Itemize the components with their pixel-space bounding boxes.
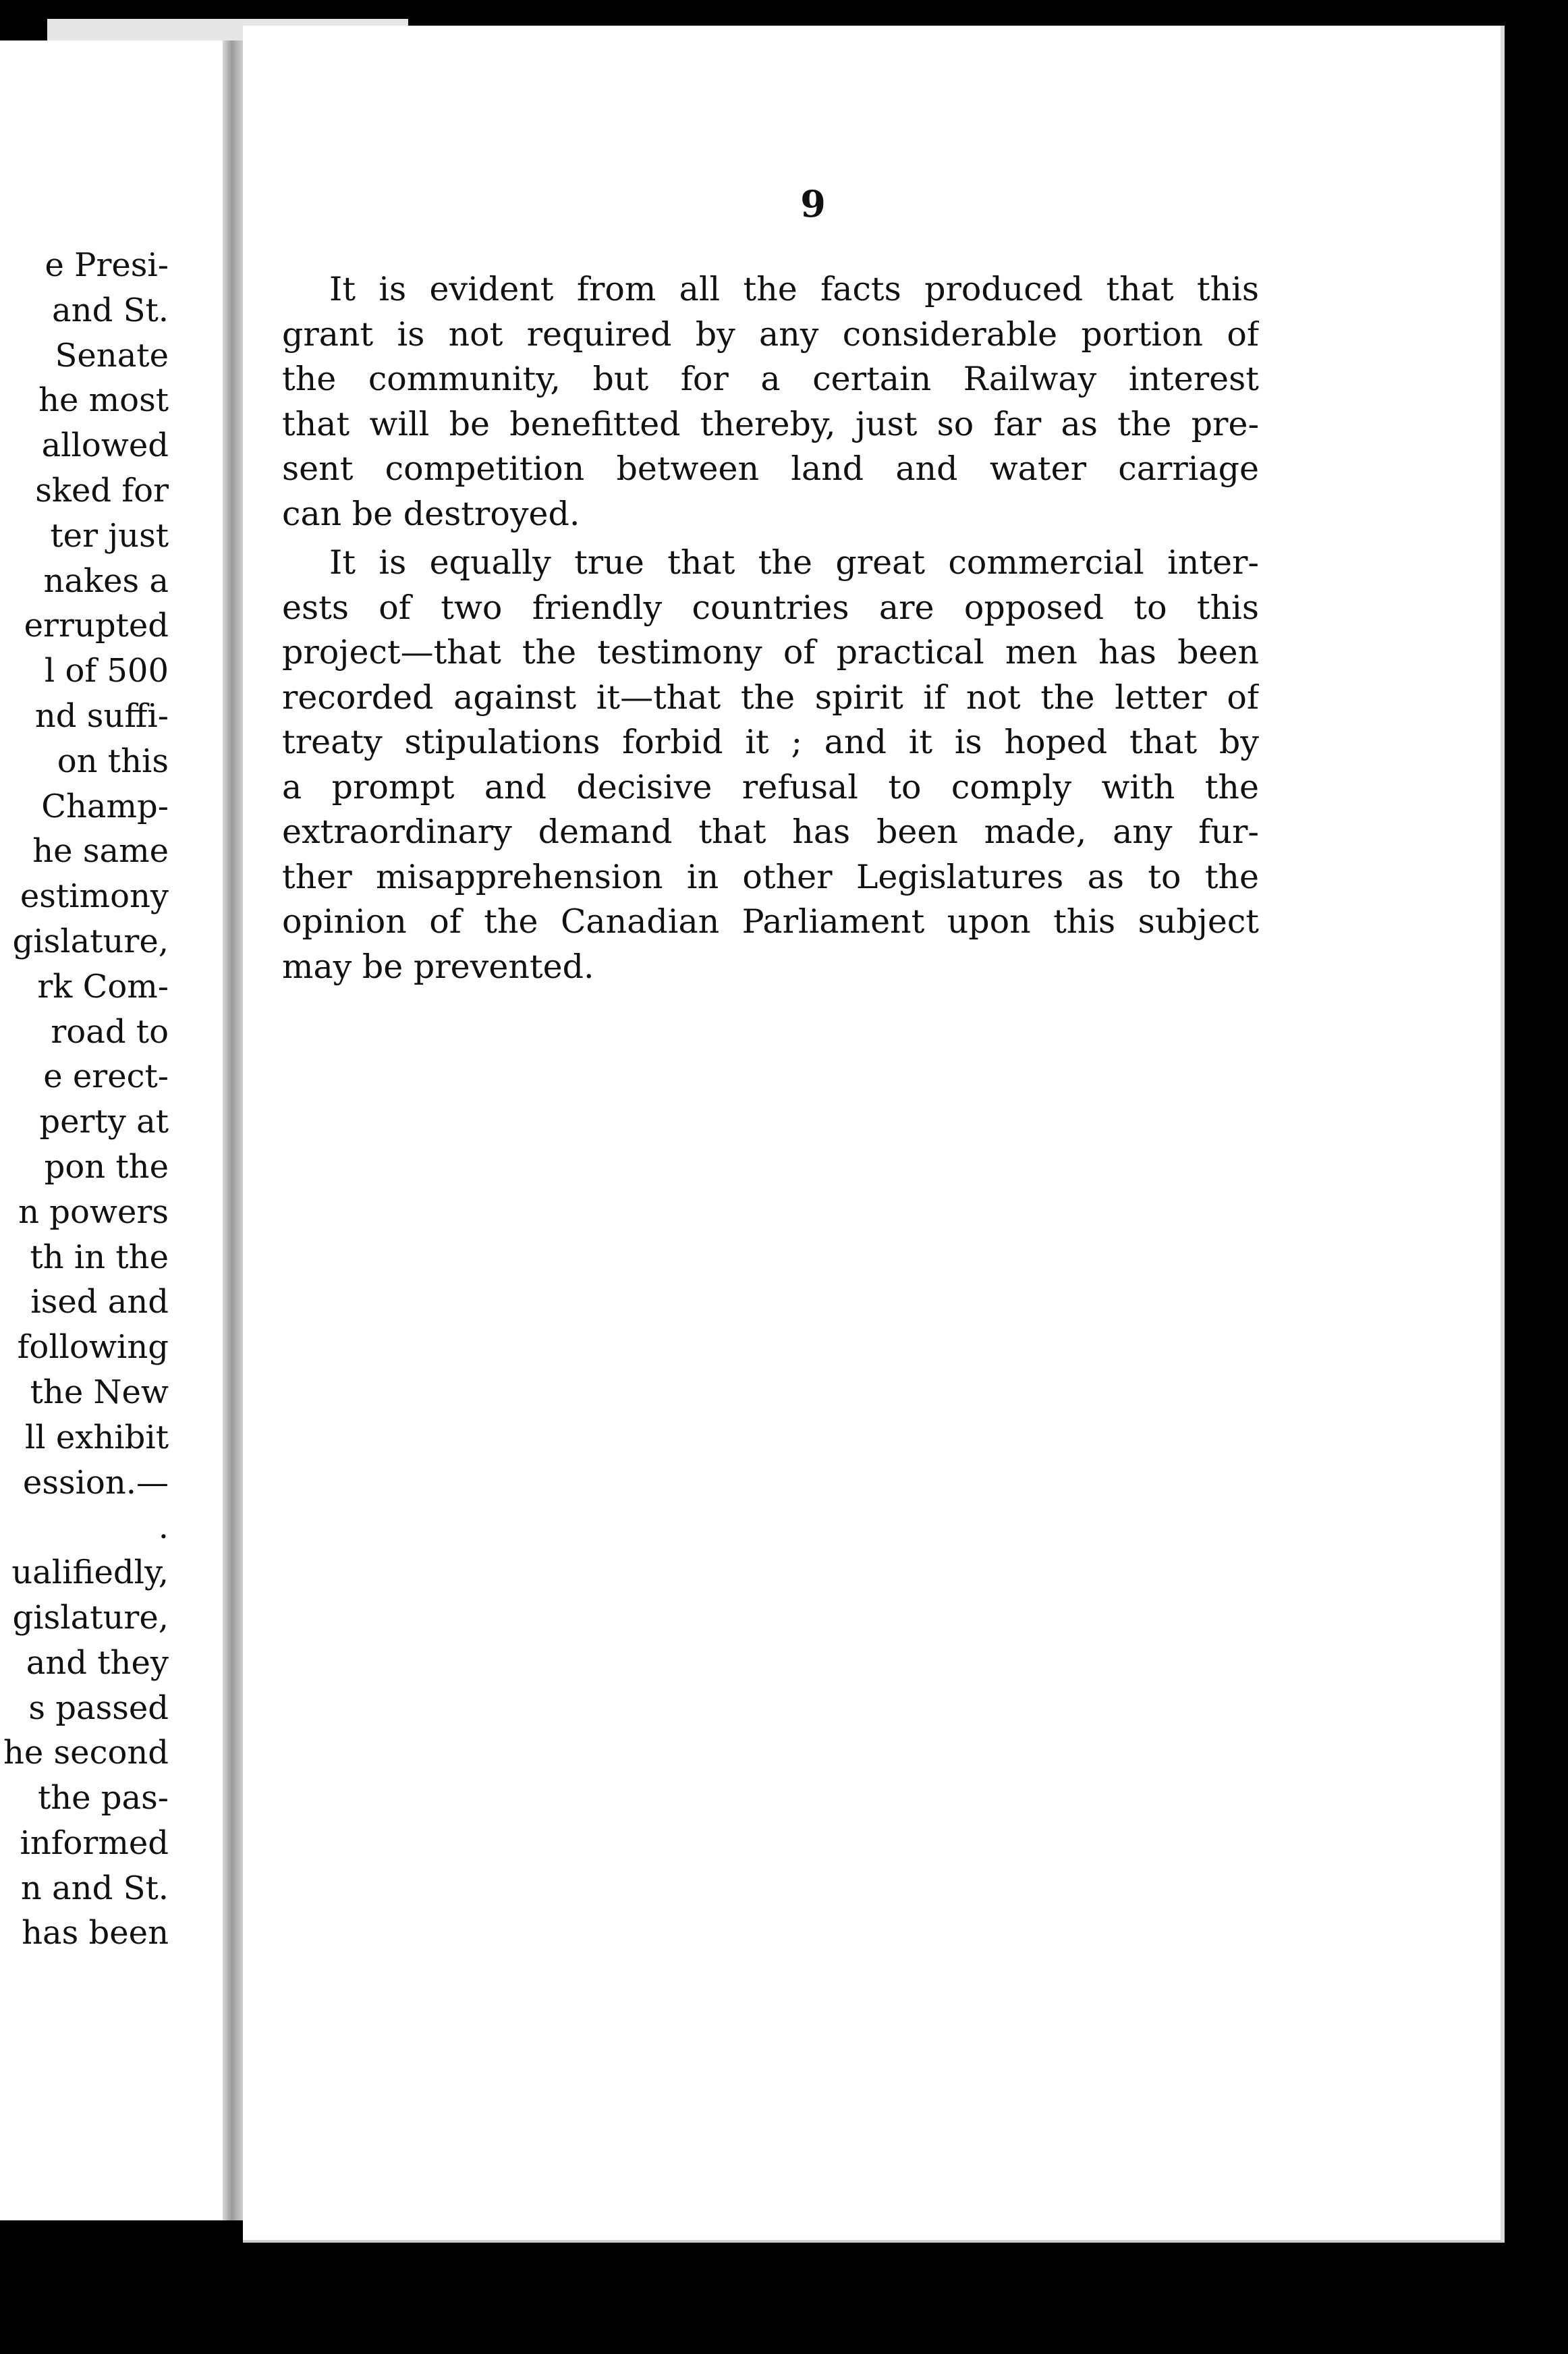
text-line: may be prevented. [282,947,594,986]
left-page-line: estimony [20,877,169,916]
left-page-line: ll exhibit [24,1418,169,1456]
left-page-line: pon the [44,1147,169,1186]
left-page-line: Senate [55,336,169,375]
page-number: 9 [800,182,826,225]
left-page-line: road to [51,1012,169,1051]
body-text [282,267,1259,993]
left-page-line: nd suffi- [34,696,169,735]
left-page-line: allowed [41,427,169,465]
left-page-line: rk Com- [37,967,169,1006]
left-page-line: . [158,1508,169,1547]
left-page-line: e erect- [43,1058,169,1096]
paragraph [282,541,1259,989]
book-spine [223,40,243,2220]
text-line: ests of two friendly countries are opposed to this [282,588,1259,627]
text-line: treaty stipulations forbid it ; and it is hoped that by [282,723,1259,761]
left-page-line: the pas- [37,1779,169,1817]
text-line: ther misapprehension in other Legislatures as to the [282,857,1259,896]
text-line: recorded against it—that the spirit if not the letter of [282,678,1259,717]
text-line: extraordinary demand that has been made, any fur- [282,813,1259,851]
left-page-line: and St. [52,291,169,329]
left-page-line: informed [20,1824,169,1862]
left-page-line: he same [32,832,169,871]
left-page-line: n and St. [20,1869,169,1907]
left-page-line: s passed [28,1689,169,1727]
left-page-line: ualifiedly, [11,1554,169,1592]
left-page-line: l of 500 [44,652,169,690]
left-page-line: he most [38,381,169,420]
left-page-line: on this [57,742,169,780]
left-page-line: Champ- [41,787,169,825]
text-line: a prompt and decisive refusal to comply with the [282,767,1259,806]
right-page [243,26,1505,2243]
left-page-line: th in the [30,1238,169,1276]
text-line: sent competition between land and water carriage [282,449,1259,488]
left-page-line: gislature, [12,1598,169,1637]
paragraph [282,267,1259,537]
text-line: grant is not required by any considerable portion of [282,314,1259,354]
left-page-line: ised and [30,1283,169,1321]
left-page-line: gislature, [12,922,169,960]
text-line: can be destroyed. [282,494,580,533]
left-page-line: sked for [35,471,169,510]
left-page-line: has been [22,1914,169,1952]
text-line: It is equally true that the great commercial inter- [329,543,1259,582]
left-page-fragment [0,40,244,2220]
left-page-line: ter just [50,516,169,555]
left-page-line: ession.— [22,1463,169,1502]
text-line: that will be benefitted thereby, just so far as the pre- [282,404,1259,443]
left-page-text [0,243,169,1956]
left-page-line: he second [3,1734,169,1772]
text-line: opinion of the Canadian Parliament upon this subject [282,902,1259,941]
left-page-line: following [17,1328,169,1367]
left-page-line: n powers [18,1193,169,1231]
left-page-line: nakes a [43,562,169,600]
text-line: the community, but for a certain Railway interest [282,360,1259,398]
left-page-line: perty at [39,1103,169,1141]
text-line: project—that the testimony of practical men has been [282,633,1259,672]
left-page-line: e Presi- [45,246,169,284]
left-page-line: errupted [24,607,169,645]
left-page-line: and they [26,1643,169,1682]
left-page-line: the New [30,1373,169,1411]
text-line: It is evident from all the facts produced that this [329,270,1259,308]
